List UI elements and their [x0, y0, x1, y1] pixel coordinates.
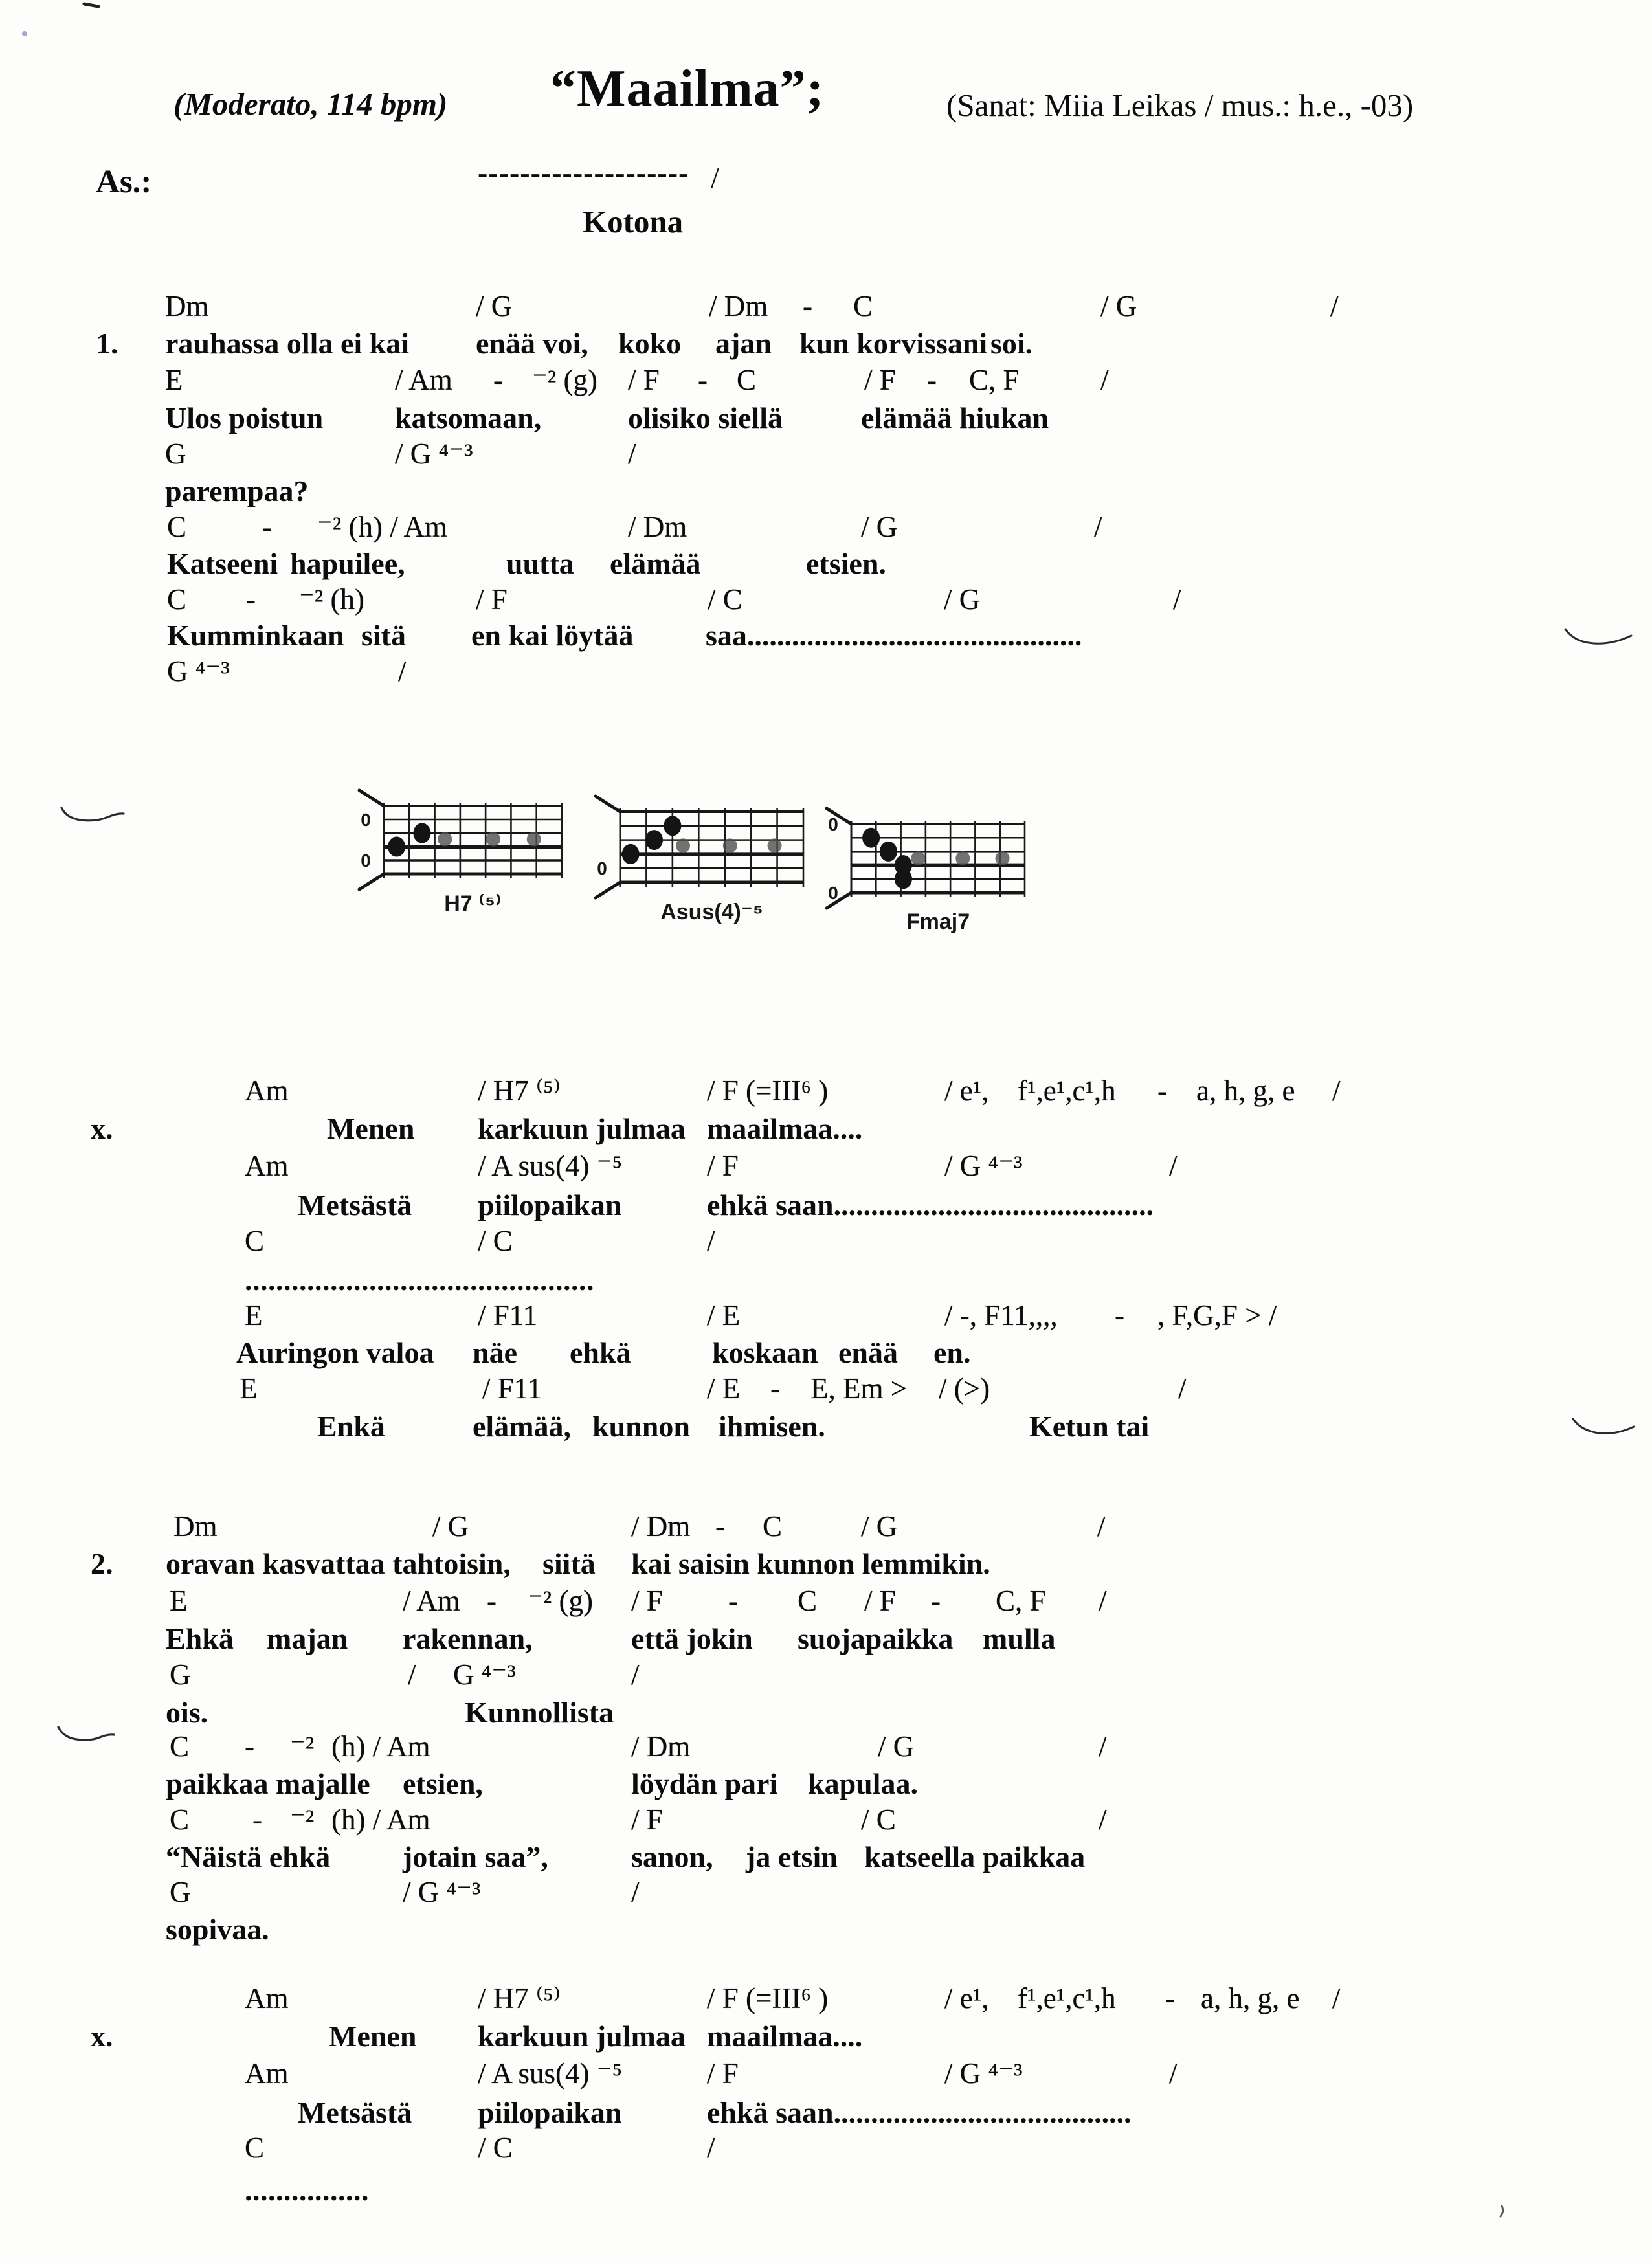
lyric-segment: karkuun julmaa [478, 1112, 686, 1145]
lyric-segment: kun korvissani [799, 327, 988, 360]
chord-segment: / C [478, 2132, 513, 2164]
open-string-marker: 0 [597, 858, 607, 879]
lyric-segment: Kunnollista [465, 1696, 614, 1729]
chord-segment: - [927, 364, 937, 396]
chord-segment: f¹,e¹,c¹,h [1018, 1075, 1116, 1107]
chord-segment: / Dm [709, 290, 768, 322]
lyric-segment: Enkä [317, 1410, 385, 1443]
chord-segment: / F [476, 583, 508, 616]
lyric-segment: Metsästä [298, 1188, 412, 1221]
lyric-segment: elämää, [473, 1410, 572, 1443]
lyric-segment: ja etsin [746, 1840, 838, 1873]
diagram-label: H7 ⁽⁵⁾ [444, 891, 502, 916]
margin-squiggle [1573, 1419, 1634, 1434]
lyric-segment: ehkä saan........................................... [707, 1188, 1154, 1221]
chord-segment: C [167, 511, 187, 543]
lyric-segment: ajan [715, 327, 772, 360]
margin-squiggle [58, 1727, 114, 1740]
chord-segment: - [252, 1803, 262, 1836]
chord-segment: C [798, 1585, 818, 1617]
chord-segment: / G [878, 1730, 915, 1763]
chord-segment: / F [707, 2057, 739, 2090]
intro-dashes: -------------------- [478, 156, 689, 189]
lyric-segment: ehkä saan........................................ [707, 2096, 1132, 2129]
chord-segment: ⁻² (h) / Am [317, 511, 447, 543]
chord-segment: / [707, 1225, 715, 1257]
chord-segment: / A sus(4) ⁻⁵ [478, 1150, 623, 1182]
lyric-segment: suojapaikka [798, 1622, 954, 1655]
chord-segment: / F (=III⁶ ) [707, 1982, 829, 2014]
lyric-segment: jotain saa”, [403, 1840, 548, 1873]
lyric-segment: piilopaikan [478, 1188, 622, 1221]
open-string-marker: 0 [828, 883, 838, 903]
chord-segment: G [170, 1876, 191, 1908]
lyric-segment: hapuilee, [290, 547, 405, 580]
lyric-segment: siitä [542, 1547, 596, 1580]
chord-segment: (h) / Am [331, 1803, 430, 1836]
lyric-segment: Menen [329, 2020, 417, 2053]
chord-segment: ⁻² (g) [532, 364, 597, 396]
lyric-segment: rauhassa olla ei kai [165, 327, 410, 360]
chord-segment: a, h, g, e [1196, 1075, 1295, 1107]
ink-speck [1501, 2206, 1503, 2216]
lyric-segment: sopivaa. [166, 1913, 269, 1946]
lyric-segment: mulla [983, 1622, 1056, 1655]
chord-segment: C, F [969, 364, 1020, 396]
chord-segment: / G ⁴⁻³ [395, 438, 473, 470]
lyric-segment: etsien, [403, 1767, 483, 1800]
chord-segment: / C [478, 1225, 513, 1257]
lyric-segment: Kumminkaan [167, 619, 344, 652]
chord-segment: / G [432, 1510, 469, 1543]
chord-segment: / Am [395, 364, 452, 396]
chord-segment: C [170, 1730, 190, 1763]
chord-segment: - [698, 364, 708, 396]
chord-segment: ⁻² (h) [299, 583, 364, 616]
chord-segment: / F [631, 1803, 663, 1836]
lyric-segment: katseella paikkaa [864, 1840, 1086, 1873]
chord-segment: E [245, 1299, 263, 1332]
lyric-segment: enää [838, 1336, 898, 1369]
chord-segment: / [1332, 1982, 1341, 2014]
lyric-segment: ehkä [570, 1336, 631, 1369]
lyric-segment: Ulos poistun [165, 401, 324, 434]
chord-segment: C [167, 583, 187, 616]
intro-slash: / [711, 161, 720, 195]
chord-segment: / [1169, 1150, 1178, 1182]
chord-segment: - [493, 364, 503, 396]
chord-segment: / [1099, 1803, 1107, 1836]
chord-segment: / E [707, 1299, 741, 1332]
page-title: “Maailma”; [550, 60, 825, 117]
lyric-segment: löydän pari [631, 1767, 778, 1800]
chord-segment: / F (=III⁶ ) [707, 1075, 829, 1107]
chord-segment: / [631, 1658, 640, 1691]
lyric-segment: saa............................................. [706, 619, 1082, 652]
lyric-segment: kunnon [592, 1410, 690, 1443]
chord-segment: / [628, 438, 636, 470]
chord-segment: / C [861, 1803, 896, 1836]
chord-segment: - [728, 1585, 738, 1617]
chord-segment: - [487, 1585, 497, 1617]
chord-segment: / e¹, [944, 1982, 989, 2014]
chord-segment: / [1332, 1075, 1341, 1107]
lyric-segment: en. [933, 1336, 971, 1369]
chord-segment: / [707, 2132, 715, 2164]
lyric-segment: 1. [96, 327, 118, 360]
chord-segment: Am [245, 1150, 289, 1182]
chord-segment: / [1097, 1510, 1106, 1543]
chord-segment: / F [631, 1585, 663, 1617]
chord-segment: - [770, 1372, 780, 1405]
margin-squiggle [1565, 629, 1631, 643]
ink-speck [22, 31, 27, 36]
open-string-marker: 0 [361, 810, 371, 830]
lyric-segment: Katseeni [167, 547, 278, 580]
chord-segment: Am [245, 1075, 289, 1107]
chord-segment: ⁻² (g) [528, 1585, 593, 1617]
chord-segment: G [165, 438, 186, 470]
lyric-segment: soi. [990, 327, 1033, 360]
chord-segment: - [246, 583, 256, 616]
chord-segment: / [1330, 290, 1339, 322]
chord-segment: / F [628, 364, 660, 396]
lyric-segment: kapulaa. [808, 1767, 919, 1800]
chord-segment: - [715, 1510, 725, 1543]
lyric-segment: kai saisin kunnon lemmikin. [631, 1547, 990, 1580]
chord-segment: / G ⁴⁻³ [403, 1876, 481, 1908]
lyric-segment: rakennan, [403, 1622, 533, 1655]
chord-segment: / [1099, 1730, 1107, 1763]
chord-segment: / [1169, 2057, 1178, 2090]
chord-segment: E, Em > [810, 1372, 908, 1405]
lyric-segment: Ketun tai [1029, 1410, 1150, 1443]
chord-segment: / -, F11,,,, [944, 1299, 1058, 1332]
chord-segment: f¹,e¹,c¹,h [1018, 1982, 1116, 2014]
chord-segment: Dm [173, 1510, 218, 1543]
chord-segment: - [1115, 1299, 1124, 1332]
lyric-segment: majan [267, 1622, 348, 1655]
lyric-segment: ihmisen. [719, 1410, 825, 1443]
chord-segment: / Dm [631, 1510, 691, 1543]
chord-segment: / H7 ⁽⁵⁾ [478, 1982, 561, 2014]
margin-squiggle [61, 808, 124, 821]
chord-segment: / G ⁴⁻³ [944, 1150, 1023, 1182]
chord-segment: C, F [996, 1585, 1046, 1617]
lyric-segment: Ehkä [166, 1622, 234, 1655]
lyric-segment: ois. [166, 1696, 208, 1729]
lyric-segment: olisiko siellä [628, 401, 783, 434]
chord-segment: (h) / Am [331, 1730, 430, 1763]
chord-segment: - [262, 511, 272, 543]
chord-segment: / G [476, 290, 513, 322]
chord-segment: - [1157, 1075, 1167, 1107]
lyric-segment: paikkaa majalle [166, 1767, 370, 1800]
chord-segment: - [803, 290, 812, 322]
chord-segment: / C [708, 583, 742, 616]
chord-segment: / Dm [631, 1730, 691, 1763]
lyric-segment: Menen [327, 1112, 415, 1145]
chord-segment: C [245, 1225, 265, 1257]
lyric-segment: että jokin [631, 1622, 753, 1655]
credits: (Sanat: Miia Leikas / mus.: h.e., -03) [946, 87, 1414, 123]
lyric-segment: ............................................. [245, 1264, 594, 1297]
key-label: As.: [96, 164, 152, 200]
lyric-segment: x. [91, 2020, 113, 2053]
chord-segment: C [763, 1510, 783, 1543]
lyric-segment: sanon, [631, 1840, 713, 1873]
chord-segment: E [240, 1372, 258, 1405]
chord-segment: / F11 [478, 1299, 538, 1332]
lyric-segment: x. [91, 1112, 113, 1145]
lyric-segment: koskaan [712, 1336, 818, 1369]
chord-segment: / F [864, 1585, 896, 1617]
chord-segment: ⁻² [290, 1730, 315, 1763]
chord-segment: / G ⁴⁻³ [944, 2057, 1023, 2090]
chord-segment: / Am [403, 1585, 460, 1617]
chord-segment: / E [707, 1372, 741, 1405]
chord-segment: / [1100, 364, 1109, 396]
chord-segment: Am [245, 2057, 289, 2090]
chord-segment: C [853, 290, 873, 322]
tempo-marking: (Moderato, 114 bpm) [173, 86, 448, 122]
lyric-segment: katsomaan, [395, 401, 542, 434]
chord-segment: G [170, 1658, 191, 1691]
lyric-segment: maailmaa.... [707, 2020, 863, 2053]
lyric-segment: sitä [361, 619, 406, 652]
diagram-label: Fmaj7 [906, 909, 970, 934]
lyric-segment: uutta [506, 547, 574, 580]
chord-segment: C [245, 2132, 265, 2164]
chord-segment: E [170, 1585, 188, 1617]
chord-segment: - [931, 1585, 941, 1617]
lyric-segment: parempaa? [165, 474, 309, 507]
open-string-marker: 0 [361, 851, 371, 871]
chord-segment: / e¹, [944, 1075, 989, 1107]
ink-speck [84, 4, 98, 6]
chord-segment: / Dm [628, 511, 687, 543]
chord-segment: Am [245, 1982, 289, 2014]
lyric-segment: etsien. [806, 547, 886, 580]
lyric-segment: elämää hiukan [861, 401, 1049, 434]
lyric-segment: en kai löytää [471, 619, 634, 652]
intro-caption: Kotona [583, 204, 684, 240]
chord-segment: - [245, 1730, 254, 1763]
diagram-label: Asus(4)⁻⁵ [660, 900, 763, 924]
chord-segment: / H7 ⁽⁵⁾ [478, 1075, 561, 1107]
lyric-segment: koko [618, 327, 682, 360]
chord-segment: / [398, 655, 407, 687]
chord-segment: / G [944, 583, 981, 616]
lyric-segment: Auringon valoa [236, 1336, 434, 1369]
chord-segment: , F,G,F > / [1157, 1299, 1277, 1332]
chord-segment: / [1178, 1372, 1187, 1405]
chord-segment: / [408, 1658, 416, 1691]
chord-segment: E [165, 364, 183, 396]
chord-segment: / (>) [939, 1372, 990, 1405]
chord-segment: / G [861, 511, 898, 543]
chord-segment: a, h, g, e [1201, 1982, 1300, 2014]
chord-segment: ⁻² [290, 1803, 315, 1836]
lyric-segment: maailmaa.... [707, 1112, 863, 1145]
chord-segment: Dm [165, 290, 209, 322]
lyric-segment: 2. [91, 1547, 113, 1580]
chord-segment: / [1173, 583, 1181, 616]
lyric-segment: “Näistä ehkä [166, 1840, 331, 1873]
chord-segment: / G [861, 1510, 898, 1543]
chord-segment: / [1094, 511, 1102, 543]
chord-segment: C [170, 1803, 190, 1836]
lyric-segment: näe [473, 1336, 517, 1369]
chord-segment: / [631, 1876, 640, 1908]
lyric-segment: enää voi, [476, 327, 588, 360]
chord-segment: / G [1100, 290, 1137, 322]
chord-segment: / [1099, 1585, 1107, 1617]
lyric-segment: piilopaikan [478, 2096, 622, 2129]
chord-segment: / F [864, 364, 896, 396]
chord-segment: G ⁴⁻³ [453, 1658, 516, 1691]
lyric-segment: Metsästä [298, 2096, 412, 2129]
lyric-segment: elämää [610, 547, 701, 580]
lyric-segment: karkuun julmaa [478, 2020, 686, 2053]
chord-segment: - [1165, 1982, 1175, 2014]
open-string-marker: 0 [828, 814, 838, 834]
chord-segment: / F11 [482, 1372, 542, 1405]
lyric-segment: oravan kasvattaa tahtoisin, [166, 1547, 511, 1580]
chord-segment: C [737, 364, 757, 396]
chord-segment: / A sus(4) ⁻⁵ [478, 2057, 623, 2090]
lyric-segment: ................ [245, 2174, 369, 2207]
chord-segment: / F [707, 1150, 739, 1182]
chord-segment: G ⁴⁻³ [167, 655, 230, 687]
